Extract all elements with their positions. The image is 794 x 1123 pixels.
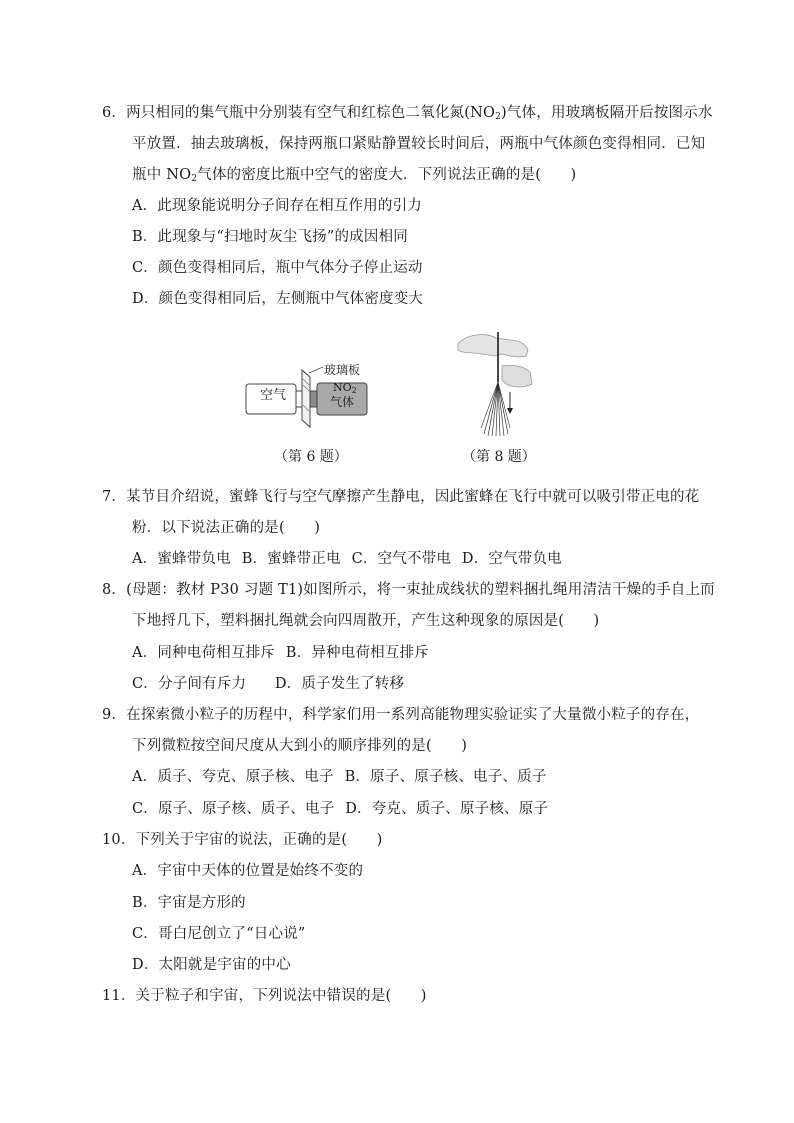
q6-line-3-text-a: 瓶中 NO	[132, 167, 192, 183]
q7-option-c: C．空气不带电	[351, 551, 452, 567]
q6-option-a: A．此现象能说明分子间存在相互作用的引力	[132, 198, 422, 214]
q8-option-b: B．异种电荷相互排斥	[285, 645, 429, 661]
q7-line-1: 7．某节目介绍说，蜜蜂飞行与空气摩擦产生静电，因此蜜蜂在飞行中就可以吸引带正电的花	[102, 489, 700, 505]
q7-option-d: D．空气带负电	[461, 551, 562, 567]
q10-option-d: D．太阳就是宇宙的中心	[132, 957, 291, 973]
q10-option-b: B．宇宙是方形的	[132, 895, 246, 911]
q7-options	[132, 549, 562, 569]
down-arrow-head	[507, 408, 513, 414]
q6-line-2: 平放置．抽去玻璃板，保持两瓶口紧贴静置较长时间后，两瓶中气体颜色变得相同．已知	[132, 136, 706, 152]
glass-plate	[302, 370, 310, 427]
q9-option-d: D．夸克、质子、原子核、原子	[345, 801, 549, 817]
air-bottle-neck	[296, 391, 302, 407]
q8-option-d: D．质子发生了转移	[274, 676, 405, 692]
q10-line-1: 10．下列关于宇宙的说法，正确的是( )	[102, 832, 383, 848]
fig6-air-label: 空气	[260, 388, 287, 403]
q11-line-1: 11．关于粒子和宇宙，下列说法中错误的是( )	[102, 988, 427, 1004]
q8-option-c: C．分子间有斥力	[132, 676, 247, 692]
q6-line-1-text-b: )气体，用玻璃板隔开后按图示水	[501, 105, 713, 121]
lower-hand	[502, 365, 532, 387]
q9-option-b: B．原子、原子核、电子、质子	[344, 769, 547, 785]
q6-line-1	[102, 103, 713, 127]
q6-line-3-text-b: 气体的密度比瓶中空气的密度大．下列说法正确的是( )	[197, 167, 577, 183]
fig6-no2-subscript: 2	[351, 386, 357, 395]
q9-options-row-2	[132, 799, 548, 819]
q6-line-3	[132, 165, 576, 189]
q9-option-a: A．质子、夸克、原子核、电子	[132, 769, 334, 785]
fig6-gas-label: 气体	[330, 395, 355, 409]
q9-line-2: 下列微粒按空间尺度从大到小的顺序排列的是( )	[132, 738, 468, 754]
fig6-caption: （第 6 题）	[274, 449, 348, 465]
q9-options-row-1	[132, 767, 547, 787]
figure-8-hand-and-strands	[452, 330, 542, 438]
upper-hand	[458, 335, 528, 357]
q8-line-1: 8．(母题：教材 P30 习题 T1)如图所示，将一束扯成线状的塑料捆扎绳用清洁干燥的手自上而	[102, 582, 715, 598]
q8-line-2: 下地捋几下，塑料捆扎绳就会向四周散开，产生这种现象的原因是( )	[132, 613, 600, 629]
q6-line-1-text-a: 6．两只相同的集气瓶中分别装有空气和红棕色二氧化氮(NO	[102, 105, 496, 121]
q6-option-d: D．颜色变得相同后，左侧瓶中气体密度变大	[132, 291, 424, 307]
q6-option-c: C．颜色变得相同后，瓶中气体分子停止运动	[132, 260, 423, 276]
q8-options-row-1	[132, 643, 429, 663]
q8-options-row-2	[132, 674, 404, 694]
q6-line-1-subscript: 2	[495, 112, 501, 122]
fig6-glass-plate-label: 玻璃板	[324, 363, 361, 377]
q6-option-b: B．此现象与“扫地时灰尘飞扬”的成因相同	[132, 229, 408, 245]
fig6-no2-text: NO	[333, 381, 352, 394]
q10-option-c: C．哥白尼创立了“日心说”	[132, 926, 306, 942]
glass-plate-leader-line	[309, 367, 323, 373]
q9-option-c: C．原子、原子核、质子、电子	[132, 801, 335, 817]
fig8-caption: （第 8 题）	[462, 449, 536, 465]
q8-option-a: A．同种电荷相互排斥	[132, 645, 275, 661]
q6-line-3-subscript: 2	[191, 174, 198, 184]
no2-bottle-neck	[310, 391, 317, 407]
q7-option-b: B．蜜蜂带正电	[241, 551, 341, 567]
q7-line-2: 粉．以下说法正确的是( )	[132, 520, 321, 536]
q9-line-1: 9．在探索微小粒子的历程中，科学家们用一系列高能物理实验证实了大量微小粒子的存在，	[102, 707, 700, 723]
q7-option-a: A．蜜蜂带负电	[132, 551, 231, 567]
q10-option-a: A．宇宙中天体的位置是始终不变的	[132, 863, 364, 879]
